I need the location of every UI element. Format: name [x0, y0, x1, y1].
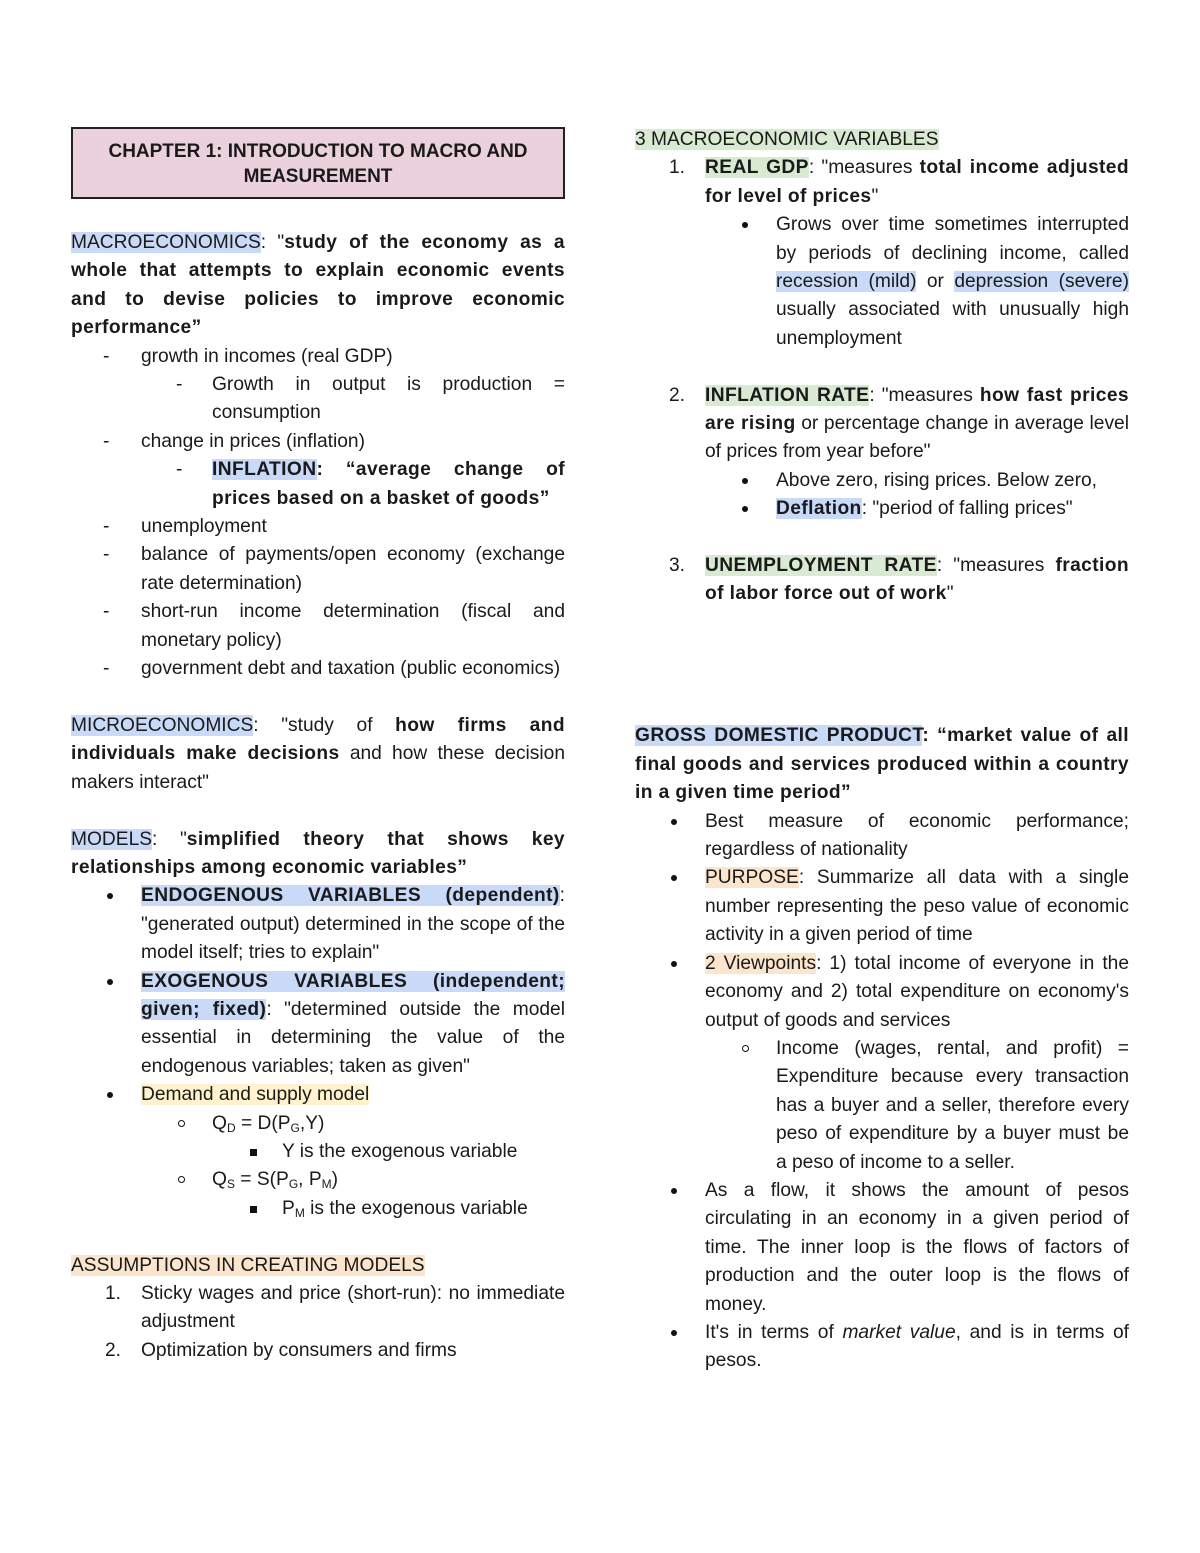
qd-equation	[212, 1110, 565, 1138]
qs-sub2: G	[288, 1177, 299, 1192]
qs-sub: S	[226, 1177, 235, 1192]
qs-note	[282, 1195, 565, 1223]
dash-marker: -	[103, 601, 110, 623]
flow-bullet	[705, 1177, 1129, 1319]
exogenous-def: : "determined outside the model essential in determining the value of the endogenous variables; taken as given"	[141, 998, 565, 1077]
demand-supply-label: Demand and supply model	[141, 1084, 370, 1106]
deflation-bullet	[776, 495, 1129, 523]
list-number: 2.	[669, 384, 686, 406]
unemployment-p2: "	[946, 583, 954, 605]
bullet-icon	[671, 819, 677, 825]
real-gdp-bold: total income adjusted for level of prices	[705, 157, 1129, 207]
list-item-text: Sticky wages and price (short-run): no immediate adjustment	[141, 1282, 565, 1333]
list-item-text: Growth in output is production = consumption	[212, 374, 565, 424]
gdp-def: market value of all final goods and services produced within a country in a given time period”	[635, 725, 1129, 804]
models-def: simplified theory that shows key relationships among economic variables”	[71, 828, 565, 878]
inflation-rate-p1: : "measures	[869, 384, 980, 406]
endogenous-def: : "generated output) determined in the scope of the model itself; tries to explain"	[141, 885, 565, 964]
square-bullet-icon	[250, 1149, 257, 1156]
income-expenditure-bullet	[776, 1035, 1129, 1177]
deflation-term: Deflation	[776, 498, 862, 520]
qs-note-p: P	[282, 1197, 295, 1219]
exogenous-term: EXOGENOUS VARIABLES (independent; given; fixed)	[141, 970, 565, 1020]
endogenous-term: ENDOGENOUS VARIABLES (dependent)	[141, 885, 560, 907]
qs-note-sub: M	[294, 1205, 305, 1220]
list-item	[176, 371, 565, 428]
variables-heading	[635, 126, 1129, 154]
chapter-title-text: CHAPTER 1: INTRODUCTION TO MACRO AND MEASUREMENT	[108, 141, 528, 187]
dash-marker: -	[103, 430, 110, 452]
list-item-text: change in prices (inflation)	[141, 430, 365, 452]
inflation-bullet	[776, 467, 1129, 495]
variables-heading-text: 3 MACROECONOMIC VARIABLES	[635, 129, 939, 150]
qs-mid2: , P	[298, 1169, 322, 1191]
inflation-rate-bold: how fast prices are rising	[705, 384, 1129, 435]
viewpoints-term: 2 Viewpoints	[705, 952, 817, 974]
qd-q: Q	[212, 1112, 227, 1134]
list-item	[103, 598, 565, 655]
list-item-text: unemployment	[141, 516, 267, 538]
dash-marker: -	[103, 658, 110, 680]
bullet-icon	[107, 893, 113, 899]
mv-a: It's in terms of	[705, 1321, 843, 1343]
real-gdp-bullet	[776, 211, 1129, 353]
models-definition	[71, 826, 565, 883]
assumptions-heading-text: ASSUMPTIONS IN CREATING MODELS	[71, 1254, 425, 1276]
qd-note-text: Y is the exogenous variable	[282, 1140, 518, 1162]
gdp-bullet-text: Best measure of economic performance; regardless of nationality	[705, 810, 1129, 861]
microeconomics-definition	[71, 712, 565, 797]
unemployment-item	[669, 552, 1129, 609]
exogenous-item	[141, 968, 565, 1082]
depression-term: depression (severe)	[954, 271, 1129, 293]
bullet-icon	[671, 1188, 677, 1194]
inflation-rate-term: INFLATION RATE	[705, 384, 870, 406]
unemployment-p1: : "measures	[936, 555, 1056, 577]
deflation-def: : "period of falling prices"	[861, 498, 1073, 520]
viewpoints-bullet	[705, 950, 1129, 1035]
list-item	[105, 1280, 565, 1337]
list-item	[103, 541, 565, 598]
list-number: 2.	[105, 1339, 122, 1361]
real-gdp-p1: : "measures	[808, 157, 920, 179]
circle-bullet-icon	[178, 1176, 185, 1183]
qs-end: )	[331, 1169, 339, 1191]
above-zero-text: Above zero, rising prices. Below zero,	[776, 469, 1097, 491]
qs-q: Q	[212, 1169, 227, 1191]
list-number: 1.	[105, 1282, 122, 1304]
inflation-term: INFLATION	[212, 459, 317, 481]
real-gdp-p2: "	[871, 185, 879, 207]
qd-note	[282, 1138, 565, 1166]
square-bullet-icon	[250, 1206, 257, 1213]
list-item	[103, 428, 565, 456]
bullet-icon	[742, 506, 748, 512]
unemployment-bold: fraction of labor force out of work	[705, 555, 1129, 605]
purpose-def: : Summarize all data with a single number representing the peso value of economic activity in a given period of time	[705, 867, 1129, 946]
qs-equation	[212, 1166, 565, 1194]
list-item-text: balance of payments/open economy (exchange rate determination)	[141, 544, 565, 594]
left-column	[71, 127, 565, 1365]
list-item-text: short-run income determination (fiscal and monetary policy)	[141, 601, 565, 651]
list-item	[103, 343, 565, 371]
real-gdp-item	[669, 154, 1129, 211]
inflation-def: : “average change of prices based on a basket of goods”	[212, 459, 565, 509]
bullet-icon	[107, 979, 113, 985]
qd-sub: D	[226, 1120, 236, 1135]
endogenous-item	[141, 882, 565, 967]
right-column	[635, 126, 1129, 1376]
bullet-icon	[742, 222, 748, 228]
list-number: 1.	[669, 157, 686, 179]
bullet-icon	[671, 1330, 677, 1336]
real-gdp-bullet-b: usually associated with unusually high unemployment	[776, 299, 1129, 349]
chapter-title	[71, 127, 565, 199]
qs-note-text: is the exogenous variable	[304, 1197, 528, 1219]
macroeconomics-term: MACROECONOMICS	[71, 232, 261, 253]
micro-p1: : "study of	[253, 714, 396, 736]
gdp-definition	[635, 722, 1129, 807]
macroeconomics-definition	[71, 229, 565, 343]
unemployment-term: UNEMPLOYMENT RATE	[705, 555, 937, 577]
list-number: 3.	[669, 555, 686, 577]
dash-marker: -	[176, 374, 183, 396]
qs-mid: = S(P	[234, 1169, 289, 1191]
microeconomics-term: MICROECONOMICS	[71, 714, 254, 736]
gdp-bullet	[705, 808, 1129, 865]
inflation-definition	[176, 456, 565, 513]
circle-bullet-icon	[742, 1045, 749, 1052]
gdp-sep: : “	[922, 725, 948, 747]
micro-p2: and how these decision makers interact"	[71, 743, 565, 793]
mv-b: , and is in terms of pesos.	[705, 1321, 1130, 1372]
list-item	[103, 513, 565, 541]
flow-text: As a flow, it shows the amount of pesos circulating in an economy in a given period of time. The inner loop is the flows of factors of production and the outer loop is the flows of money.	[705, 1179, 1129, 1315]
list-item-text: growth in incomes (real GDP)	[141, 345, 393, 367]
real-gdp-bullet-a: Grows over time sometimes interrupted by periods of declining income, called	[776, 214, 1129, 264]
viewpoints-def: : 1) total income of everyone in the economy and 2) total expenditure on economy's output of goods and services	[705, 952, 1129, 1031]
dash-marker: -	[103, 544, 110, 566]
circle-bullet-icon	[178, 1120, 185, 1127]
real-gdp-or: or	[916, 271, 955, 293]
income-expenditure-text: Income (wages, rental, and profit) = Expenditure because every transaction has a buyer and a seller, therefore every peso of expenditure by a buyer must be a peso of income to a seller.	[776, 1037, 1129, 1173]
list-item	[105, 1337, 565, 1365]
qd-sub2: G	[290, 1120, 300, 1135]
bullet-icon	[671, 875, 677, 881]
macro-sep: : "	[260, 232, 285, 253]
purpose-term: PURPOSE	[705, 867, 799, 889]
inflation-rate-item	[669, 382, 1129, 467]
qs-sub3: M	[321, 1177, 332, 1192]
qd-mid: = D(P	[235, 1112, 291, 1134]
dash-marker: -	[103, 345, 110, 367]
bullet-icon	[742, 478, 748, 484]
list-item-text: government debt and taxation (public economics)	[141, 658, 561, 680]
list-item	[103, 655, 565, 683]
micro-bold: how firms and individuals make decisions	[71, 714, 565, 765]
market-value-italic: market value	[842, 1321, 956, 1343]
models-term: MODELS	[71, 828, 153, 850]
bullet-icon	[671, 961, 677, 967]
recession-term: recession (mild)	[776, 271, 917, 293]
demand-supply-item	[141, 1081, 565, 1109]
inflation-rate-p2: or percentage change in average level of prices from year before"	[705, 413, 1129, 463]
dash-marker: -	[103, 516, 110, 538]
real-gdp-term: REAL GDP	[705, 157, 809, 179]
assumptions-heading	[71, 1252, 565, 1280]
qd-end: ,Y)	[299, 1112, 325, 1134]
models-sep: : "	[152, 828, 187, 850]
macro-def: study of the economy as a whole that attempts to explain economic events and to devise policies to improve economic performance”	[71, 232, 566, 339]
dash-marker: -	[176, 459, 183, 481]
gdp-term: GROSS DOMESTIC PRODUCT	[635, 725, 923, 747]
bullet-icon	[107, 1092, 113, 1098]
list-item-text: Optimization by consumers and firms	[141, 1339, 457, 1361]
market-value-bullet	[705, 1319, 1129, 1376]
purpose-bullet	[705, 864, 1129, 949]
